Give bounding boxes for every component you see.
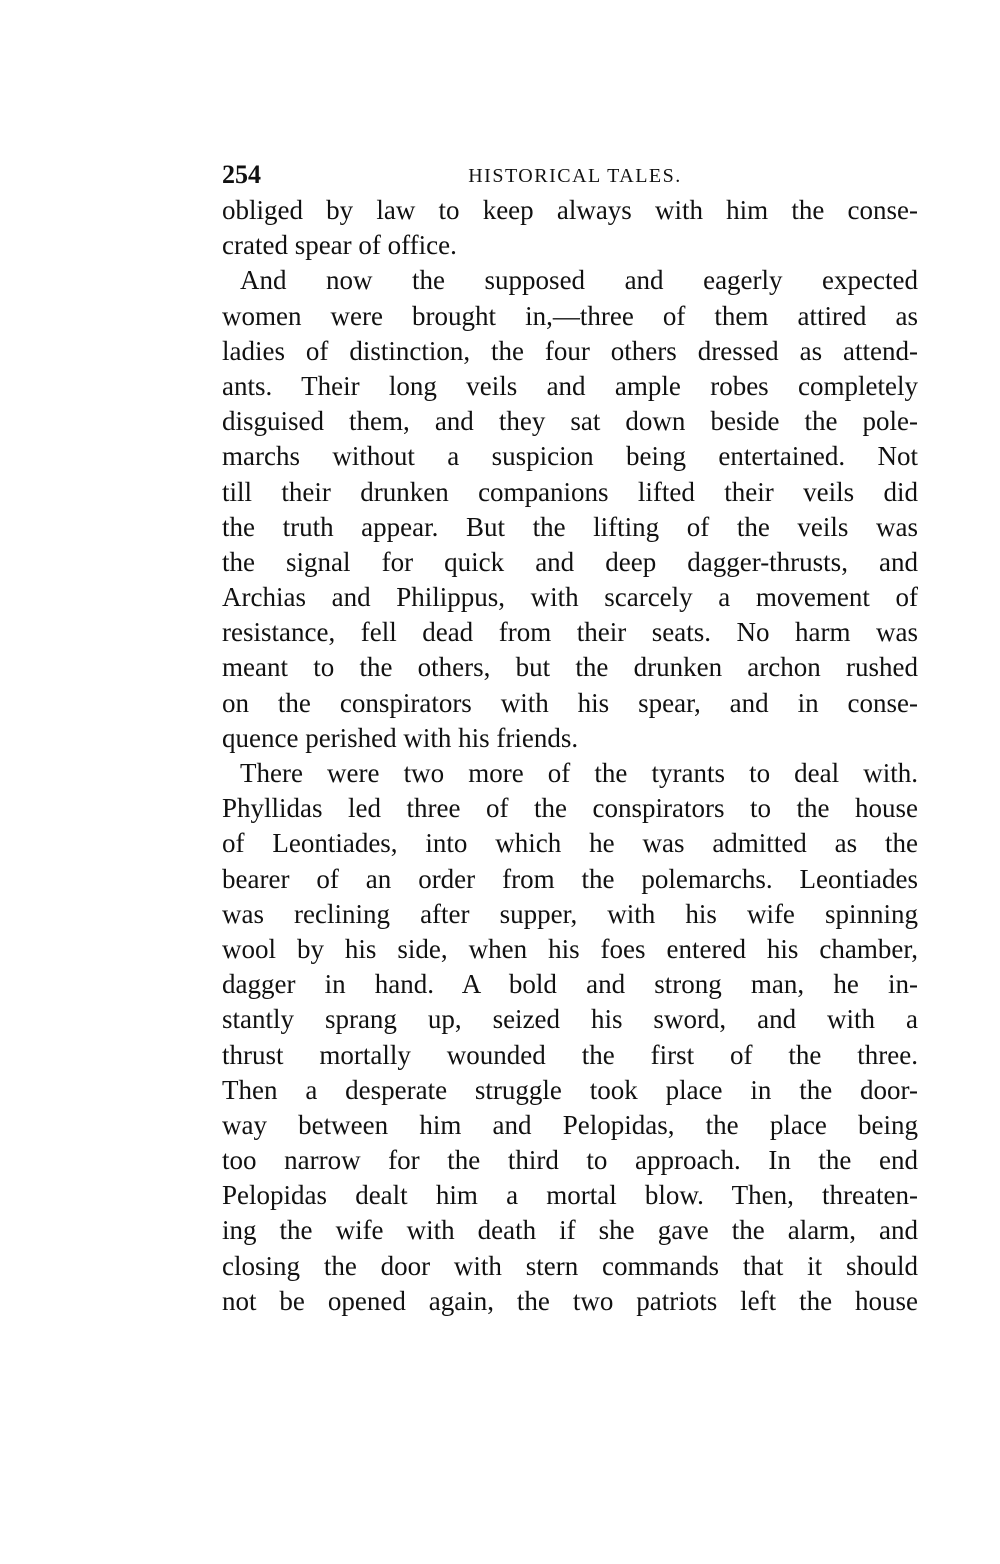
paragraph: [222, 263, 918, 756]
text-line: thrust mortally wounded the first of the three.: [222, 1039, 918, 1070]
text-line: There were two more of the tyrants to deal with.: [240, 758, 918, 788]
text-line: ants. Their long veils and ample robes completely: [222, 370, 918, 401]
running-title: HISTORICAL TALES.: [468, 165, 682, 187]
text-line: quence perished with his friends.: [222, 722, 579, 753]
paragraph: [222, 193, 918, 263]
text-line: Pelopidas dealt him a mortal blow. Then, threaten-: [222, 1180, 918, 1211]
text-line: meant to the others, but the drunken archon rushed: [222, 652, 918, 683]
text-line: too narrow for the third to approach. In the end: [222, 1145, 918, 1176]
text-line: bearer of an order from the polemarchs. Leontiades: [222, 863, 918, 894]
text-line: was reclining after supper, with his wife spinning: [222, 898, 918, 929]
page-number: 254: [222, 160, 261, 189]
text-line: ladies of distinction, the four others dressed as attend-: [222, 335, 918, 366]
paragraph: [222, 756, 918, 1319]
body-text: [222, 193, 918, 1319]
text-line: women were brought in,—three of them attired as: [222, 300, 918, 331]
text-line: ing the wife with death if she gave the alarm, and: [222, 1215, 918, 1246]
text-line: Archias and Philippus, with scarcely a movement of: [222, 582, 918, 613]
text-line: dagger in hand. A bold and strong man, he in-: [222, 969, 918, 1000]
text-line: way between him and Pelopidas, the place being: [222, 1109, 918, 1140]
text-line: disguised them, and they sat down beside the pole-: [222, 406, 918, 437]
text-line: the truth appear. But the lifting of the veils was: [222, 511, 918, 542]
text-line: resistance, fell dead from their seats. No harm was: [222, 617, 918, 648]
text-line: wool by his side, when his foes entered his chamber,: [222, 933, 918, 964]
text-line: And now the supposed and eagerly expected: [240, 265, 918, 296]
text-line: obliged by law to keep always with him the conse-: [222, 195, 918, 225]
text-line: stantly sprang up, seized his sword, and with a: [222, 1004, 918, 1035]
text-line: of Leontiades, into which he was admitted as the: [222, 828, 918, 859]
text-line: the signal for quick and deep dagger-thrusts, and: [222, 546, 918, 577]
text-line: Then a desperate struggle took place in the door-: [222, 1074, 918, 1105]
text-line: on the conspirators with his spear, and in conse-: [222, 687, 918, 718]
text-line: marchs without a suspicion being entertained. Not: [222, 441, 918, 472]
text-line: till their drunken companions lifted their veils did: [222, 476, 918, 507]
text-line: Phyllidas led three of the conspirators to the house: [222, 793, 918, 824]
text-line: closing the door with stern commands that it should: [222, 1250, 918, 1281]
text-line: crated spear of office.: [222, 230, 457, 261]
text-line: not be opened again, the two patriots left the house: [222, 1285, 918, 1316]
